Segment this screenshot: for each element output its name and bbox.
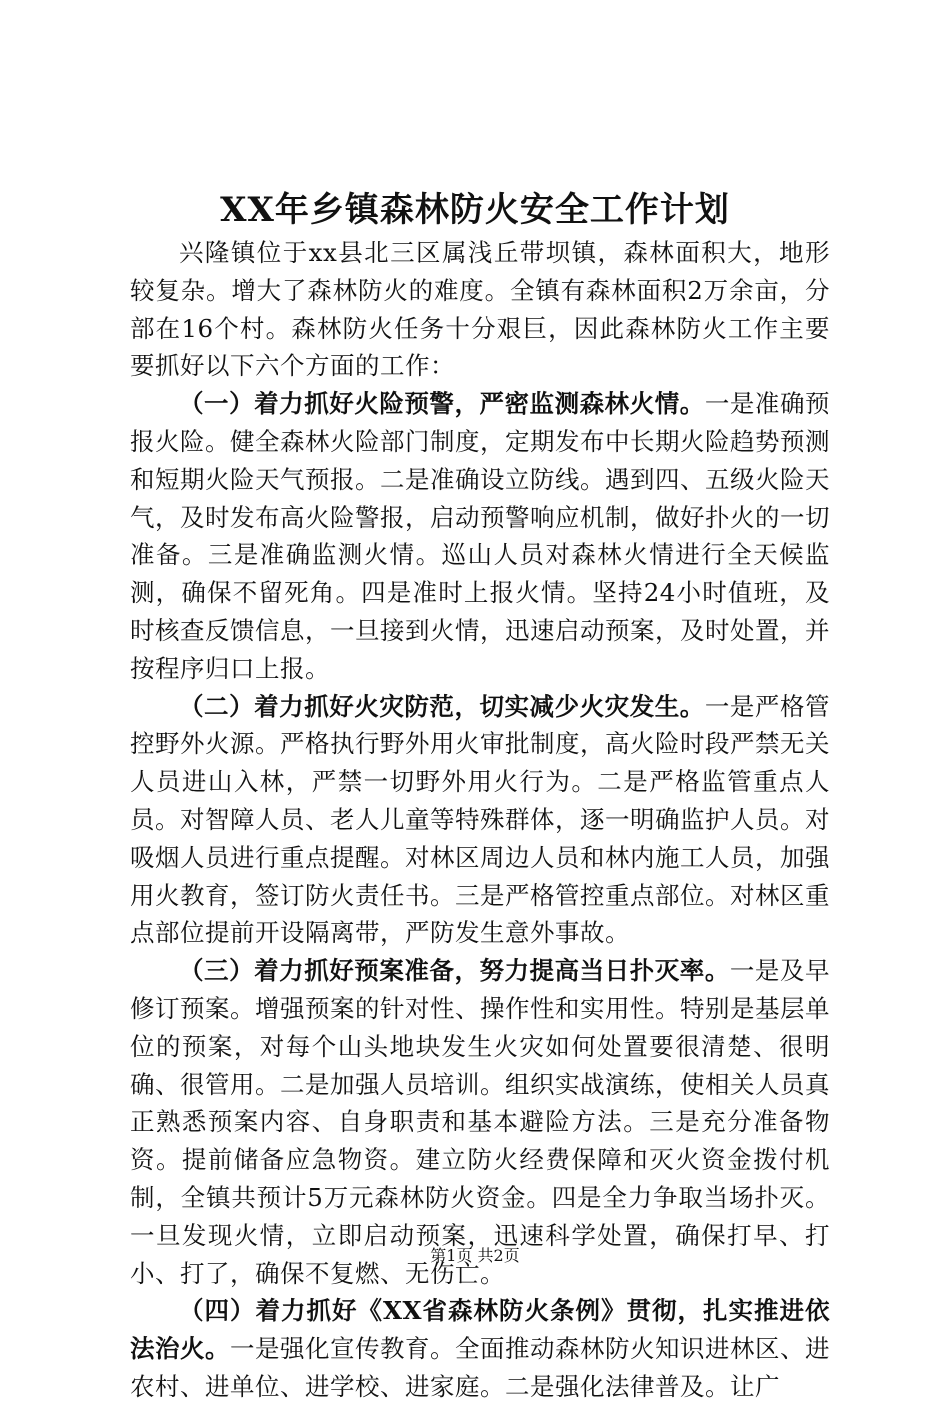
document-body — [130, 234, 830, 1406]
section-body: 一是准确预报火险。健全森林火险部门制度，定期发布中长期火险趋势预测和短期火险天气预报。二是准确设立防线。遇到四、五级火险天气，及时发布高火险警报，启动预警响应机制，做好扑火的一切准备。三是准确监测火情。巡山人员对森林火情进行全天候监测，确保不留死角。四是准时上报火情。坚持24小时值班，及时核查反馈信息，一旦接到火情，迅速启动预案，及时处置，并按程序归口上报。 — [130, 389, 831, 683]
section-heading: （一）着力抓好火险预警，严密监测森林火情。 — [179, 389, 705, 419]
section-heading: （二）着力抓好火灾防范，切实减少火灾发生。 — [179, 691, 705, 721]
section-paragraph — [130, 688, 830, 953]
page-footer: 第1页 共2页 — [430, 1246, 520, 1265]
section-paragraph — [130, 385, 830, 687]
section-body: 一是及早修订预案。增强预案的针对性、操作性和实用性。特别是基层单位的预案，对每个山头地块发生火灾如何处置要很清楚、很明确、很管用。二是加强人员培训。组织实战演练，使相关人员真正熟悉预案内容、自身职责和基本避险方法。三是充分准备物资。提前储备应急物资。建立防火经费保障和灭火资金拨付机制，全镇共预计5万元森林防火资金。四是全力争取当场扑灭。一旦发现火情，立即启动预案，迅速科学处置，确保打早、打小、打了，确保不复燃、无伤亡。 — [130, 956, 831, 1288]
section-body: 一是强化宣传教育。全面推动森林防火知识进林区、进农村、进单位、进学校、进家庭。二是强化法律普及。让广 — [130, 1334, 830, 1401]
section-body: 一是严格管控野外火源。严格执行野外用火审批制度，高火险时段严禁无关人员进山入林，严禁一切野外用火行为。二是严格监管重点人员。对智障人员、老人儿童等特殊群体，逐一明确监护人员。对吸烟人员进行重点提醒。对林区周边人员和林内施工人员，加强用火教育，签订防火责任书。三是严格管控重点部位。对林区重点部位提前开设隔离带，严防发生意外事故。 — [130, 691, 831, 948]
section-heading: （三）着力抓好预案准备，努力提高当日扑灭率。 — [179, 956, 730, 986]
document-title: XX年乡镇森林防火安全工作计划 — [220, 190, 730, 230]
section-heading: （四）着力抓好《XX省森林防火条例》贯彻，扎实推进依法治火。 — [130, 1296, 830, 1364]
intro-paragraph: 兴隆镇位于xx县北三区属浅丘带坝镇，森林面积大，地形较复杂。增大了森林防火的难度。全镇有森林面积2万余亩，分部在16个村。森林防火任务十分艰巨，因此森林防火工作主要要抓好以下六个方面的工作： — [130, 238, 830, 381]
section-paragraph — [130, 952, 830, 1292]
section-paragraph — [130, 1292, 830, 1405]
